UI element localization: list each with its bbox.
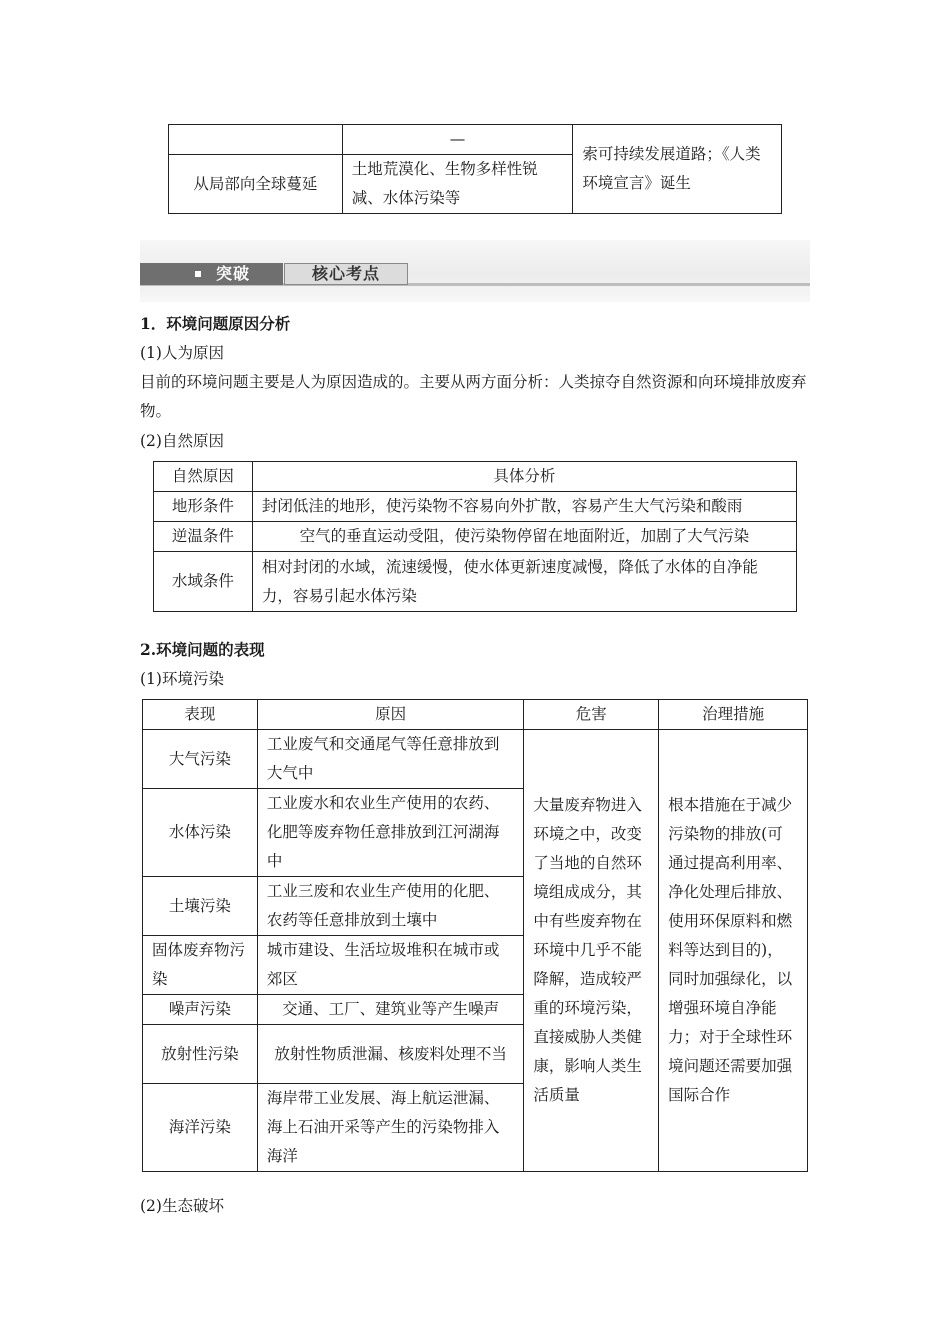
table-cell: 固体废弃物污染 (143, 936, 258, 995)
top-table-cell: 土地荒漠化、生物多样性锐减、水体污染等 (342, 155, 573, 214)
table-cell: 相对封闭的水域，流速缓慢，使水体更新速度减慢，降低了水体的自净能力，容易引起水体污染 (252, 552, 796, 612)
table-header: 危害 (524, 700, 659, 730)
table-cell: 工业三废和农业生产使用的化肥、农药等任意排放到土壤中 (257, 877, 524, 936)
harm-cell: 大量废弃物进入环境之中，改变了当地的自然环境组成成分，其中有些废弃物在环境中几乎不能降解，造成较严重的环境污染，直接威胁人类健康，影响人类生活质量 (524, 730, 659, 1172)
table-cell: 水体污染 (143, 789, 258, 877)
heading-2: 2.环境问题的表现 (140, 640, 265, 659)
table-cell: 城市建设、生活垃圾堆积在城市或郊区 (257, 936, 524, 995)
section-title: 核心考点 (284, 263, 408, 285)
paragraph: 目前的环境问题主要是人为原因造成的。主要从两方面分析：人类掠夺自然资源和向环境排放废弃物。 (140, 373, 807, 420)
section-tag-label: 突破 (216, 264, 251, 283)
natural-causes-table (153, 461, 797, 612)
subheading: (1)人为原因 (140, 344, 224, 362)
table-cell: 放射性物质泄漏、核废料处理不当 (257, 1025, 524, 1084)
table-cell: 地形条件 (154, 492, 253, 522)
table-header: 具体分析 (252, 462, 796, 492)
top-table-cell: 从局部向全球蔓延 (169, 155, 343, 214)
table-cell: 工业废气和交通尾气等任意排放到大气中 (257, 730, 524, 789)
table-cell: 土壤污染 (143, 877, 258, 936)
table-row (143, 730, 808, 789)
table-header: 治理措施 (659, 700, 808, 730)
table-cell: 逆温条件 (154, 522, 253, 552)
table-cell: 噪声污染 (143, 995, 258, 1025)
subheading: (2)生态破坏 (140, 1197, 224, 1215)
table-row (154, 522, 797, 552)
top-table-cell (169, 125, 343, 155)
table-header: 原因 (257, 700, 524, 730)
table-cell: 海洋污染 (143, 1084, 258, 1172)
top-table-cell: 索可持续发展道路；《人类环境宣言》诞生 (573, 125, 782, 214)
pollution-table (142, 699, 808, 1172)
table-cell: 水域条件 (154, 552, 253, 612)
table-cell: 交通、工厂、建筑业等产生噪声 (257, 995, 524, 1025)
top-table-cell: — (342, 125, 573, 155)
table-cell: 大气污染 (143, 730, 258, 789)
table-cell: 海岸带工业发展、海上航运泄漏、海上石油开采等产生的污染物排入海洋 (257, 1084, 524, 1172)
table-row (154, 552, 797, 612)
subheading: (1)环境污染 (140, 670, 224, 688)
table-cell: 放射性污染 (143, 1025, 258, 1084)
table-header: 自然原因 (154, 462, 253, 492)
top-table (168, 124, 782, 214)
table-cell: 工业废水和农业生产使用的农药、化肥等废弃物任意排放到江河湖海中 (257, 789, 524, 877)
measures-cell: 根本措施在于减少污染物的排放(可通过提高利用率、净化处理后排放、使用环保原料和燃料等达到目的)，同时加强绿化，以增强环境自净能力；对于全球性环境问题还需要加强国际合作 (659, 730, 808, 1172)
square-bullet-icon (195, 271, 201, 277)
section-tag (140, 263, 283, 285)
heading-1: 1．环境问题原因分析 (140, 314, 291, 333)
subheading: (2)自然原因 (140, 432, 224, 450)
table-cell: 封闭低洼的地形，使污染物不容易向外扩散，容易产生大气污染和酸雨 (252, 492, 796, 522)
table-cell: 空气的垂直运动受阻，使污染物停留在地面附近，加剧了大气污染 (252, 522, 796, 552)
table-header: 表现 (143, 700, 258, 730)
table-row (154, 492, 797, 522)
